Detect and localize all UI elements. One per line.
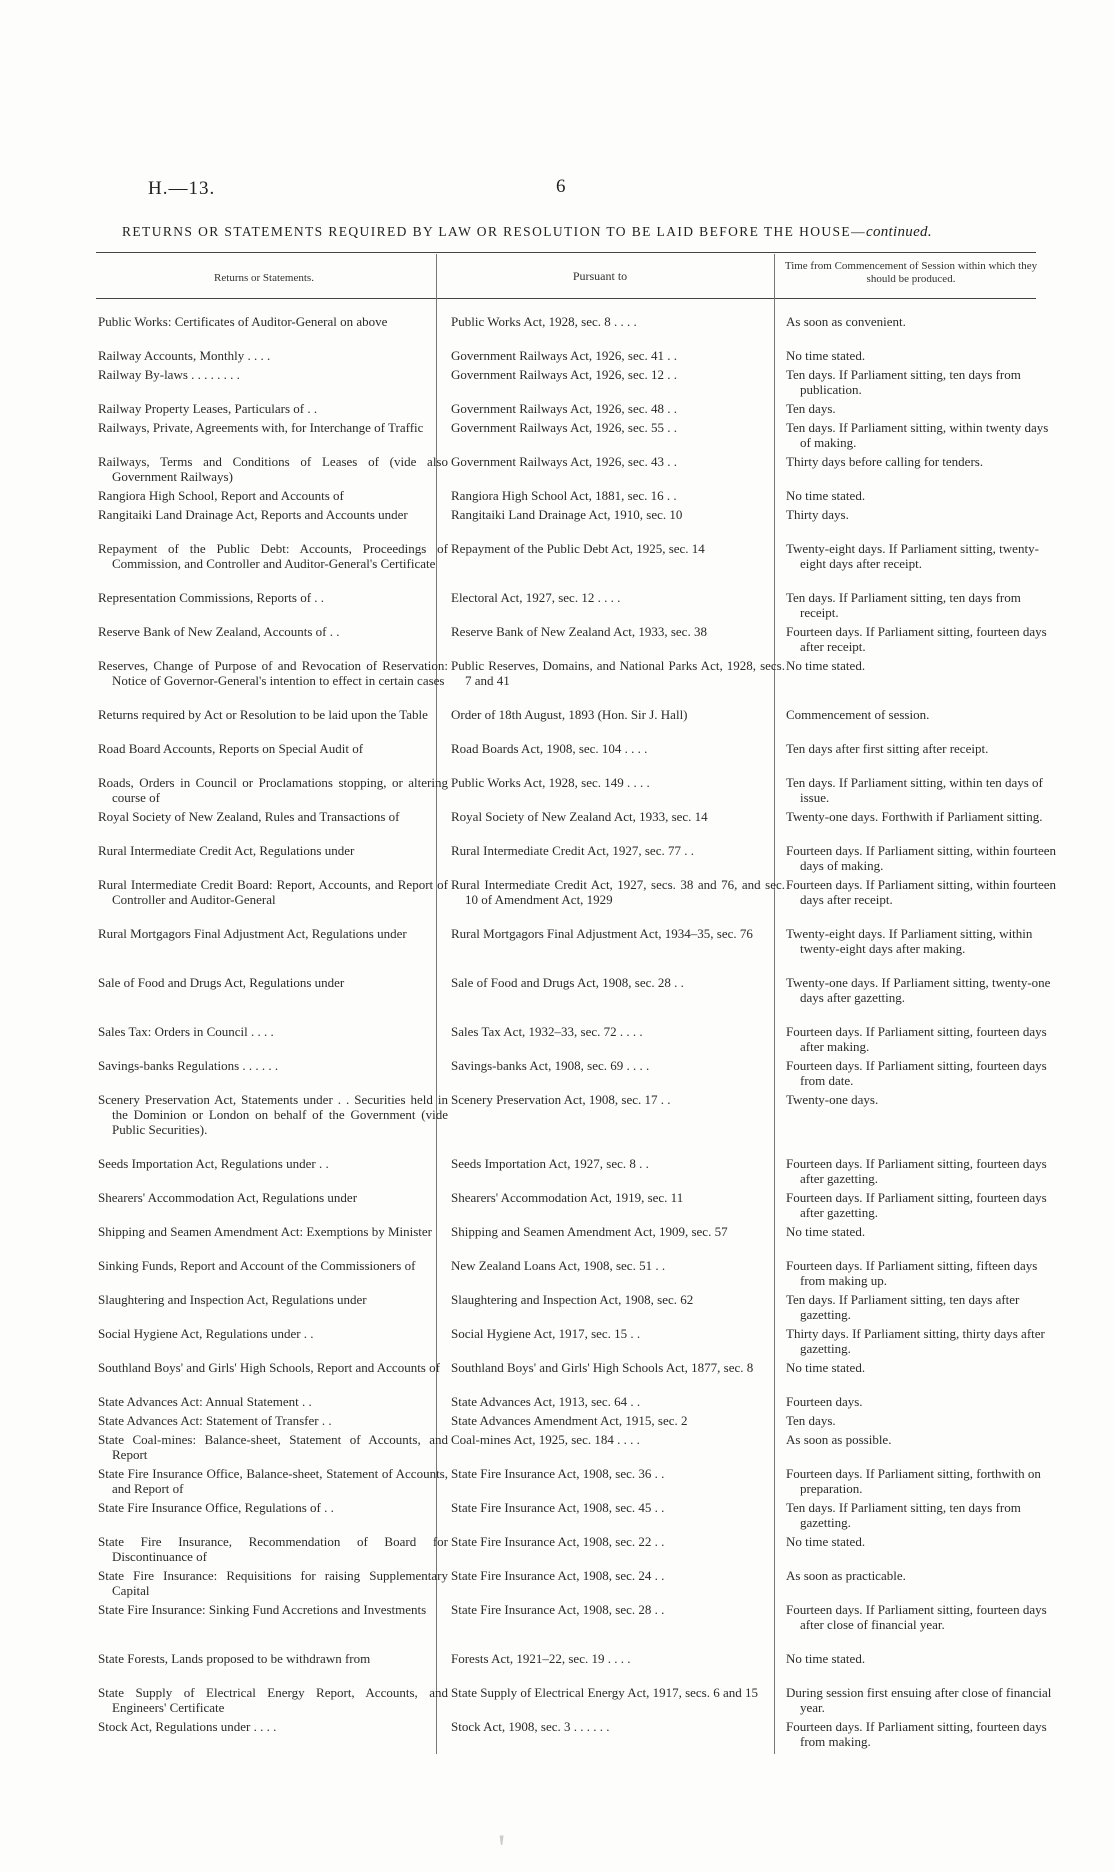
return-cell: Savings-banks Regulations . . . . . . — [98, 1058, 279, 1073]
page-number: 6 — [556, 176, 566, 197]
return-cell: Representation Commissions, Reports of . . — [98, 590, 325, 605]
table-header-rule — [96, 298, 1036, 299]
pursuant-cell: Sales Tax Act, 1932–33, sec. 72 . . . . — [451, 1024, 643, 1039]
page-title-continued: continued. — [865, 224, 932, 240]
return-cell: Shipping and Seamen Amendment Act: Exemptions by Minister — [98, 1224, 432, 1239]
return-cell: Railways, Terms and Conditions of Leases of (vide also Government Railways) — [98, 454, 448, 484]
return-cell: Shearers' Accommodation Act, Regulations under — [98, 1190, 358, 1205]
document-reference: H.—13. — [148, 178, 216, 199]
pursuant-cell: Repayment of the Public Debt Act, 1925, sec. 14 — [451, 541, 705, 556]
pursuant-cell: New Zealand Loans Act, 1908, sec. 51 . . — [451, 1258, 666, 1273]
time-cell: Thirty days. — [786, 507, 849, 522]
time-cell: No time stated. — [786, 348, 866, 363]
table-row — [98, 877, 1058, 922]
pursuant-cell: Government Railways Act, 1926, sec. 12 . . — [451, 367, 678, 382]
pursuant-cell: Road Boards Act, 1908, sec. 104 . . . . — [451, 741, 648, 756]
table-row — [98, 1024, 1058, 1054]
time-cell: Ten days. If Parliament sitting, within twenty days of making. — [786, 420, 1049, 450]
return-cell: Royal Society of New Zealand, Rules and Transactions of — [98, 809, 400, 824]
return-cell: Southland Boys' and Girls' High Schools, Report and Accounts of — [98, 1360, 440, 1375]
table-row — [98, 541, 1058, 586]
time-cell: Ten days. If Parliament sitting, ten days from receipt. — [786, 590, 1021, 620]
return-cell: Reserves, Change of Purpose of and Revocation of Reservation: Notice of Governor-General's intention to effect in certain cases — [98, 658, 448, 688]
time-cell: As soon as possible. — [786, 1432, 892, 1447]
table-row — [98, 843, 1058, 873]
pursuant-cell: State Fire Insurance Act, 1908, sec. 28 . . — [451, 1602, 665, 1617]
return-cell: Seeds Importation Act, Regulations under . . — [98, 1156, 329, 1171]
column-header-pursuant: Pursuant to — [572, 269, 628, 283]
table-row — [98, 367, 1058, 397]
pursuant-cell: Scenery Preservation Act, 1908, sec. 17 . . — [451, 1092, 671, 1107]
pursuant-cell: Rural Mortgagors Final Adjustment Act, 1934–35, sec. 76 — [451, 926, 753, 941]
table-row — [98, 1326, 1058, 1356]
return-cell: Railway Accounts, Monthly . . . . — [98, 348, 271, 363]
return-cell: State Advances Act: Annual Statement . . — [98, 1394, 312, 1409]
time-cell: Twenty-one days. Forthwith if Parliament sitting. — [786, 809, 1043, 824]
time-cell: Fourteen days. If Parliament sitting, forthwith on preparation. — [786, 1466, 1041, 1496]
time-cell: Fourteen days. — [786, 1394, 863, 1409]
table-row — [98, 1394, 1058, 1409]
pursuant-cell: Seeds Importation Act, 1927, sec. 8 . . — [451, 1156, 649, 1171]
return-cell: Returns required by Act or Resolution to be laid upon the Table — [98, 707, 428, 722]
pursuant-cell: Government Railways Act, 1926, sec. 55 . . — [451, 420, 678, 435]
time-cell: Twenty-eight days. If Parliament sitting, within twenty-eight days after making. — [786, 926, 1033, 956]
time-cell: Fourteen days. If Parliament sitting, fourteen days after gazetting. — [786, 1156, 1047, 1186]
table-row — [98, 1058, 1058, 1088]
pursuant-cell: Government Railways Act, 1926, sec. 41 . . — [451, 348, 678, 363]
time-cell: Fourteen days. If Parliament sitting, fourteen days after receipt. — [786, 624, 1047, 654]
table-row — [98, 1092, 1058, 1152]
pursuant-cell: Electoral Act, 1927, sec. 12 . . . . — [451, 590, 621, 605]
return-cell: Sinking Funds, Report and Account of the Commissioners of — [98, 1258, 416, 1273]
pursuant-cell: Forests Act, 1921–22, sec. 19 . . . . — [451, 1651, 631, 1666]
table-row — [98, 507, 1058, 537]
pursuant-cell: Order of 18th August, 1893 (Hon. Sir J. Hall) — [451, 707, 688, 722]
time-cell: Twenty-one days. If Parliament sitting, twenty-one days after gazetting. — [786, 975, 1051, 1005]
table-row — [98, 1190, 1058, 1220]
time-cell: Ten days after first sitting after receipt. — [786, 741, 989, 756]
return-cell: State Coal-mines: Balance-sheet, Statement of Accounts, and Report — [98, 1432, 448, 1462]
return-cell: Railway By-laws . . . . . . . . — [98, 367, 240, 382]
time-cell: Ten days. If Parliament sitting, ten days after gazetting. — [786, 1292, 1020, 1322]
pursuant-cell: Government Railways Act, 1926, sec. 48 . . — [451, 401, 678, 416]
time-cell: As soon as convenient. — [786, 314, 906, 329]
return-cell: Rural Intermediate Credit Board: Report, Accounts, and Report of Controller and Auditor-General — [98, 877, 448, 907]
time-cell: Ten days. If Parliament sitting, ten days from gazetting. — [786, 1500, 1021, 1530]
table-row — [98, 1156, 1058, 1186]
pursuant-cell: Sale of Food and Drugs Act, 1908, sec. 28 . . — [451, 975, 684, 990]
table-row — [98, 1602, 1058, 1647]
time-cell: Fourteen days. If Parliament sitting, fourteen days from making. — [786, 1719, 1047, 1749]
table-row — [98, 809, 1058, 839]
time-cell: Ten days. If Parliament sitting, within ten days of issue. — [786, 775, 1043, 805]
return-cell: State Fire Insurance: Requisitions for raising Supplementary Capital — [98, 1568, 448, 1598]
table-row — [98, 1292, 1058, 1322]
pursuant-cell: State Advances Act, 1913, sec. 64 . . — [451, 1394, 641, 1409]
table-row — [98, 348, 1058, 363]
return-cell: State Fire Insurance Office, Balance-sheet, Statement of Accounts, and Report of — [98, 1466, 448, 1496]
table-row — [98, 1360, 1058, 1390]
pursuant-cell: Southland Boys' and Girls' High Schools Act, 1877, sec. 8 — [451, 1360, 754, 1375]
pursuant-cell: Social Hygiene Act, 1917, sec. 15 . . — [451, 1326, 641, 1341]
return-cell: State Forests, Lands proposed to be withdrawn from — [98, 1651, 371, 1666]
table-row — [98, 1568, 1058, 1598]
pursuant-cell: Rural Intermediate Credit Act, 1927, secs. 38 and 76, and sec. 10 of Amendment Act, 1929 — [451, 877, 785, 907]
table-row — [98, 1685, 1058, 1715]
table-row — [98, 775, 1058, 805]
time-cell: During session first ensuing after close of financial year. — [786, 1685, 1052, 1715]
pursuant-cell: Government Railways Act, 1926, sec. 43 . . — [451, 454, 678, 469]
table-row — [98, 1413, 1058, 1428]
pursuant-cell: Shipping and Seamen Amendment Act, 1909, sec. 57 — [451, 1224, 728, 1239]
return-cell: State Fire Insurance: Sinking Fund Accretions and Investments — [98, 1602, 427, 1617]
time-cell: Fourteen days. If Parliament sitting, fourteen days from date. — [786, 1058, 1047, 1088]
time-cell: No time stated. — [786, 1360, 866, 1375]
time-cell: Commencement of session. — [786, 707, 930, 722]
table-row — [98, 741, 1058, 771]
return-cell: Scenery Preservation Act, Statements under . . Securities held in the Dominion or London on behalf of the Government (vide Public Securities). — [98, 1092, 448, 1137]
time-cell: No time stated. — [786, 1651, 866, 1666]
return-cell: Road Board Accounts, Reports on Special Audit of — [98, 741, 364, 756]
time-cell: As soon as practicable. — [786, 1568, 906, 1583]
time-cell: Ten days. — [786, 401, 836, 416]
return-cell: State Fire Insurance Office, Regulations of . . — [98, 1500, 334, 1515]
pursuant-cell: Rangiora High School Act, 1881, sec. 16 . . — [451, 488, 677, 503]
return-cell: Rangiora High School, Report and Accounts of — [98, 488, 344, 503]
pursuant-cell: Public Works Act, 1928, sec. 149 . . . . — [451, 775, 650, 790]
return-cell: Sales Tax: Orders in Council . . . . — [98, 1024, 274, 1039]
pursuant-cell: State Fire Insurance Act, 1908, sec. 24 . . — [451, 1568, 665, 1583]
table-row — [98, 707, 1058, 737]
table-row — [98, 1224, 1058, 1254]
time-cell: No time stated. — [786, 1224, 866, 1239]
pursuant-cell: Royal Society of New Zealand Act, 1933, sec. 14 — [451, 809, 708, 824]
table-row — [98, 454, 1058, 484]
table-row — [98, 1466, 1058, 1496]
time-cell: Thirty days before calling for tenders. — [786, 454, 984, 469]
pursuant-cell: State Supply of Electrical Energy Act, 1917, secs. 6 and 15 — [451, 1685, 758, 1700]
column-header-time: Time from Commencement of Session within which they should be produced. — [784, 260, 1038, 285]
table-row — [98, 975, 1058, 1020]
return-cell: Social Hygiene Act, Regulations under . . — [98, 1326, 314, 1341]
page-title-text: RETURNS OR STATEMENTS REQUIRED BY LAW OR RESOLUTION TO BE LAID BEFORE THE HOUSE— — [122, 224, 866, 239]
time-cell: Fourteen days. If Parliament sitting, within fourteen days of making. — [786, 843, 1057, 873]
time-cell: Fourteen days. If Parliament sitting, within fourteen days after receipt. — [786, 877, 1057, 907]
return-cell: Stock Act, Regulations under . . . . — [98, 1719, 277, 1734]
pursuant-cell: State Fire Insurance Act, 1908, sec. 22 . . — [451, 1534, 665, 1549]
pursuant-cell: Public Works Act, 1928, sec. 8 . . . . — [451, 314, 637, 329]
time-cell: Fourteen days. If Parliament sitting, fourteen days after gazetting. — [786, 1190, 1047, 1220]
page-mark: ' — [498, 1826, 506, 1871]
return-cell: Reserve Bank of New Zealand, Accounts of . . — [98, 624, 340, 639]
return-cell: Roads, Orders in Council or Proclamations stopping, or altering course of — [98, 775, 448, 805]
return-cell: Rural Mortgagors Final Adjustment Act, Regulations under — [98, 926, 407, 941]
pursuant-cell: State Fire Insurance Act, 1908, sec. 45 . . — [451, 1500, 665, 1515]
table-row — [98, 658, 1058, 703]
time-cell: No time stated. — [786, 658, 866, 673]
pursuant-cell: Shearers' Accommodation Act, 1919, sec. 11 — [451, 1190, 684, 1205]
time-cell: Thirty days. If Parliament sitting, thirty days after gazetting. — [786, 1326, 1045, 1356]
return-cell: Railway Property Leases, Particulars of . . — [98, 401, 318, 416]
table-row — [98, 420, 1058, 450]
return-cell: Sale of Food and Drugs Act, Regulations under — [98, 975, 345, 990]
time-cell: Fourteen days. If Parliament sitting, fourteen days after making. — [786, 1024, 1047, 1054]
table-row — [98, 1432, 1058, 1462]
time-cell: Twenty-eight days. If Parliament sitting, twenty-eight days after receipt. — [786, 541, 1039, 571]
table-row — [98, 401, 1058, 416]
time-cell: Fourteen days. If Parliament sitting, fifteen days from making up. — [786, 1258, 1038, 1288]
table-row — [98, 1651, 1058, 1681]
pursuant-cell: State Advances Amendment Act, 1915, sec. 2 — [451, 1413, 688, 1428]
pursuant-cell: Rural Intermediate Credit Act, 1927, sec. 77 . . — [451, 843, 694, 858]
return-cell: State Supply of Electrical Energy Report, Accounts, and Engineers' Certificate — [98, 1685, 448, 1715]
column-header-returns: Returns or Statements. — [214, 272, 314, 284]
table-row — [98, 926, 1058, 971]
table-row — [98, 1500, 1058, 1530]
return-cell: Rural Intermediate Credit Act, Regulations under — [98, 843, 355, 858]
return-cell: Slaughtering and Inspection Act, Regulations under — [98, 1292, 367, 1307]
table-row — [98, 1258, 1058, 1288]
table-row — [98, 314, 1058, 344]
table-top-rule — [96, 252, 1036, 253]
time-cell: No time stated. — [786, 1534, 866, 1549]
pursuant-cell: Rangitaiki Land Drainage Act, 1910, sec. 10 — [451, 507, 683, 522]
time-cell: No time stated. — [786, 488, 866, 503]
pursuant-cell: Stock Act, 1908, sec. 3 . . . . . . — [451, 1719, 610, 1734]
table-row — [98, 590, 1058, 620]
table-row — [98, 1534, 1058, 1564]
time-cell: Ten days. — [786, 1413, 836, 1428]
return-cell: State Fire Insurance, Recommendation of Board for Discontinuance of — [98, 1534, 448, 1564]
table-row — [98, 624, 1058, 654]
time-cell: Twenty-one days. — [786, 1092, 879, 1107]
table-row — [98, 488, 1058, 503]
return-cell: State Advances Act: Statement of Transfer . . — [98, 1413, 332, 1428]
pursuant-cell: Coal-mines Act, 1925, sec. 184 . . . . — [451, 1432, 640, 1447]
table-row — [98, 1719, 1058, 1749]
pursuant-cell: Slaughtering and Inspection Act, 1908, sec. 62 — [451, 1292, 694, 1307]
time-cell: Ten days. If Parliament sitting, ten days from publication. — [786, 367, 1021, 397]
time-cell: Fourteen days. If Parliament sitting, fourteen days after close of financial year. — [786, 1602, 1047, 1632]
pursuant-cell: Public Reserves, Domains, and National Parks Act, 1928, secs. 7 and 41 — [451, 658, 785, 688]
return-cell: Rangitaiki Land Drainage Act, Reports and Accounts under — [98, 507, 408, 522]
return-cell: Public Works: Certificates of Auditor-General on above — [98, 314, 388, 329]
pursuant-cell: State Fire Insurance Act, 1908, sec. 36 . . — [451, 1466, 665, 1481]
pursuant-cell: Reserve Bank of New Zealand Act, 1933, sec. 38 — [451, 624, 707, 639]
pursuant-cell: Savings-banks Act, 1908, sec. 69 . . . . — [451, 1058, 650, 1073]
return-cell: Railways, Private, Agreements with, for Interchange of Traffic — [98, 420, 424, 435]
page-title — [122, 224, 1032, 241]
return-cell: Repayment of the Public Debt: Accounts, Proceedings of Commission, and Controller and Auditor-General's Certificate — [98, 541, 448, 571]
